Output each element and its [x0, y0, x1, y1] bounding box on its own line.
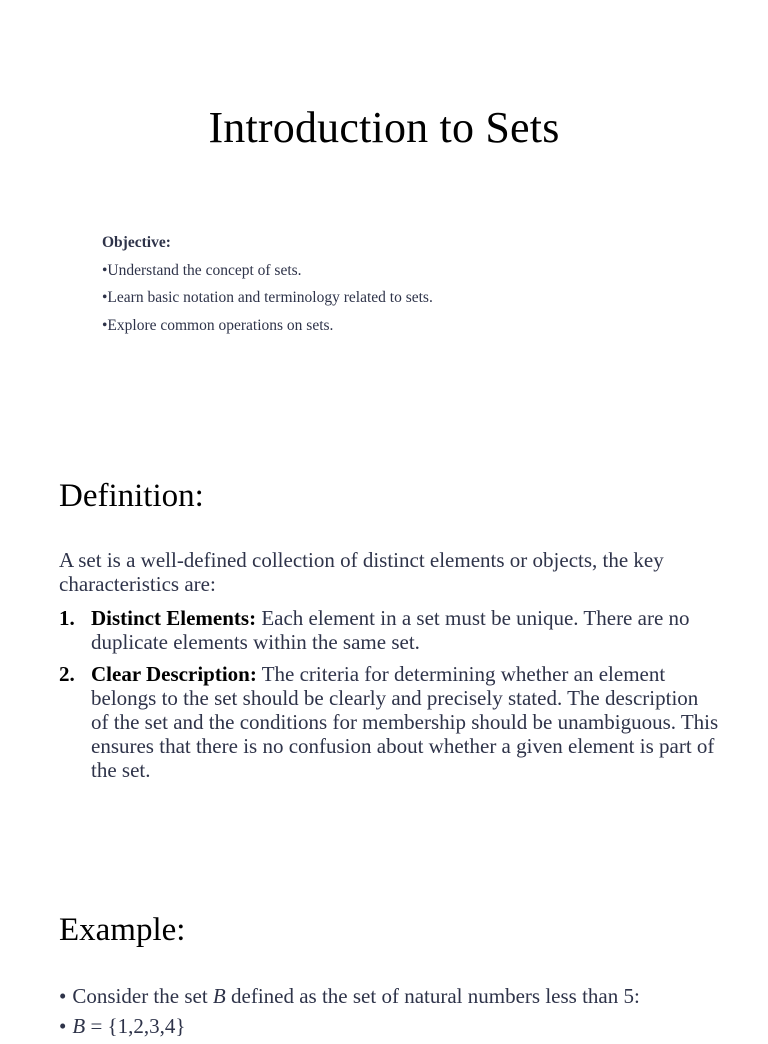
example-slide	[0, 870, 768, 1038]
item-term: Distinct Elements:	[91, 606, 257, 630]
example-heading: Example:	[59, 912, 186, 948]
objective-item-3: •Explore common operations on sets.	[102, 316, 334, 334]
characteristic-item	[59, 662, 719, 782]
title-slide	[0, 0, 768, 430]
set-notation: = {1,2,3,4}	[85, 1014, 186, 1038]
objective-block	[102, 229, 433, 339]
objective-label: Objective:	[102, 234, 171, 251]
characteristic-item	[59, 606, 719, 654]
item-text: The criteria for determining whether an element belongs to the set should be clearly and precisely stated. The description of the set and the conditions for membership should be unambiguous. This ensures that there is no confusion about whether a given element is part of the set.	[91, 662, 719, 782]
example-list	[59, 984, 739, 1044]
example-item	[59, 984, 739, 1008]
characteristics-list	[59, 606, 719, 790]
example-item	[59, 1014, 739, 1038]
bullet: •	[59, 1014, 67, 1038]
example-text: defined as the set of natural numbers less than 5:	[225, 984, 640, 1008]
page-title: Introduction to Sets	[208, 103, 560, 152]
set-variable: B	[212, 984, 226, 1008]
definition-intro: A set is a well-defined collection of distinct elements or objects, the key characteristics are:	[59, 548, 664, 596]
set-variable: B	[72, 1014, 86, 1038]
item-term: Clear Description:	[91, 662, 257, 686]
example-text: Consider the set	[72, 984, 213, 1008]
definition-heading: Definition:	[59, 478, 204, 514]
item-number: 2.	[59, 662, 75, 686]
definition-slide	[0, 430, 768, 870]
item-number: 1.	[59, 606, 75, 630]
objective-item-1: •Understand the concept of sets.	[102, 261, 302, 279]
bullet: •	[59, 984, 67, 1008]
objective-item-2: •Learn basic notation and terminology related to sets.	[102, 289, 433, 306]
item-text: Each element in a set must be unique. There are no duplicate elements within the same set.	[91, 606, 690, 654]
